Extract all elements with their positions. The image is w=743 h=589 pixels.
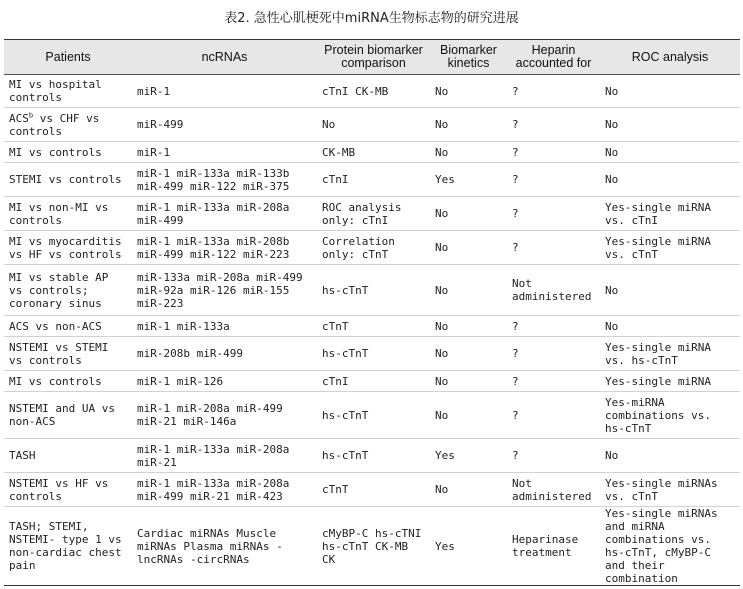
cell-heparin: ?: [507, 439, 600, 473]
table-row: [4, 163, 740, 197]
cell-protein: No: [317, 108, 430, 142]
cell-roc: Yes-single miRNA vs. cTnI: [600, 197, 740, 231]
cell-heparin: ?: [507, 108, 600, 142]
cell-kinetics: No: [430, 75, 507, 108]
cell-roc: No: [600, 108, 740, 142]
cell-kinetics: No: [430, 108, 507, 142]
cell-patients: MI vs non-MI vs controls: [4, 197, 132, 231]
cell-heparin: Not administered: [507, 265, 600, 316]
table-row: [4, 197, 740, 231]
table-row: [4, 142, 740, 163]
cell-heparin: ?: [507, 75, 600, 108]
cell-ncrnas: miR-1 miR-133a miR-208a miR-499: [132, 197, 317, 231]
cell-patients: MI vs controls: [4, 142, 132, 163]
cell-protein: Correlation only: cTnT: [317, 231, 430, 265]
cell-patients: MI vs myocarditis vs HF vs controls: [4, 231, 132, 265]
header-ncrnas: ncRNAs: [132, 40, 317, 75]
cell-protein: cTnT: [317, 316, 430, 337]
cell-patients: MI vs hospital controls: [4, 75, 132, 108]
cell-heparin: ?: [507, 337, 600, 371]
cell-patients: TASH: [4, 439, 132, 473]
cell-ncrnas: miR-1: [132, 142, 317, 163]
cell-ncrnas: miR-1 miR-133a miR-208a miR-499 miR-21 miR-423: [132, 473, 317, 507]
cell-heparin: Heparinase treatment: [507, 507, 600, 586]
cell-protein: hs-cTnT: [317, 439, 430, 473]
cell-patients-text: vs CHF vs controls: [9, 111, 100, 138]
cell-kinetics: No: [430, 337, 507, 371]
cell-ncrnas: miR-1 miR-133a miR-133b miR-499 miR-122 miR-375: [132, 163, 317, 197]
header-biomarker-kinetics: Biomarker kinetics: [430, 40, 507, 75]
cell-heparin: ?: [507, 163, 600, 197]
cell-kinetics: No: [430, 316, 507, 337]
table-row: [4, 439, 740, 473]
cell-kinetics: Yes: [430, 507, 507, 586]
cell-heparin: Not administered: [507, 473, 600, 507]
cell-patients: ACS vs non-ACS: [4, 316, 132, 337]
header-roc-analysis: ROC analysis: [600, 40, 740, 75]
cell-protein: ROC analysis only: cTnI: [317, 197, 430, 231]
cell-kinetics: No: [430, 392, 507, 439]
cell-ncrnas: miR-1 miR-133a: [132, 316, 317, 337]
table-row: [4, 75, 740, 108]
cell-roc: Yes-single miRNA vs. cTnT: [600, 231, 740, 265]
cell-ncrnas: miR-208b miR-499: [132, 337, 317, 371]
cell-patients: NSTEMI and UA vs non-ACS: [4, 392, 132, 439]
cell-heparin: ?: [507, 197, 600, 231]
table-row: [4, 337, 740, 371]
cell-ncrnas: miR-1: [132, 75, 317, 108]
table-row: [4, 392, 740, 439]
cell-kinetics: Yes: [430, 163, 507, 197]
cell-ncrnas: miR-1 miR-126: [132, 371, 317, 392]
table-row: [4, 473, 740, 507]
cell-patients: NSTEMI vs HF vs controls: [4, 473, 132, 507]
cell-patients: NSTEMI vs STEMI vs controls: [4, 337, 132, 371]
cell-roc: No: [600, 142, 740, 163]
table-row: [4, 371, 740, 392]
cell-patients-text: ACS: [9, 111, 29, 125]
cell-heparin: ?: [507, 371, 600, 392]
cell-heparin: ?: [507, 392, 600, 439]
cell-ncrnas: miR-1 miR-133a miR-208a miR-21: [132, 439, 317, 473]
cell-kinetics: No: [430, 231, 507, 265]
cell-roc: No: [600, 316, 740, 337]
cell-protein: cTnT: [317, 473, 430, 507]
cell-protein: CK-MB: [317, 142, 430, 163]
cell-roc: No: [600, 439, 740, 473]
cell-heparin: ?: [507, 231, 600, 265]
cell-protein: hs-cTnT: [317, 265, 430, 316]
cell-heparin: ?: [507, 142, 600, 163]
cell-protein: cTnI: [317, 371, 430, 392]
cell-kinetics: No: [430, 197, 507, 231]
cell-patients: MI vs controls: [4, 371, 132, 392]
cell-ncrnas: miR-1 miR-208a miR-499 miR-21 miR-146a: [132, 392, 317, 439]
cell-protein: hs-cTnT: [317, 392, 430, 439]
table-caption: 表2. 急性心肌梗死中miRNA生物标志物的研究进展: [224, 11, 519, 26]
cell-patients: MI vs stable AP vs controls; coronary sinus: [4, 265, 132, 316]
cell-kinetics: No: [430, 142, 507, 163]
table-row: [4, 265, 740, 316]
cell-kinetics: No: [430, 265, 507, 316]
cell-protein: cTnI CK-MB: [317, 75, 430, 108]
table-row: [4, 108, 740, 142]
cell-protein: cMyBP-C hs-cTNI hs-cTnT CK-MB CK: [317, 507, 430, 586]
cell-patients: TASH; STEMI, NSTEMI- type 1 vs non-cardiac chest pain: [4, 507, 132, 586]
mirna-biomarker-table: [4, 39, 740, 586]
cell-ncrnas: Cardiac miRNAs Muscle miRNAs Plasma miRNAs -lncRNAs -circRNAs: [132, 507, 317, 586]
header-protein-biomarker-comparison: Protein biomarker comparison: [317, 40, 430, 75]
cell-kinetics: No: [430, 473, 507, 507]
cell-roc: No: [600, 163, 740, 197]
cell-patients: STEMI vs controls: [4, 163, 132, 197]
header-heparin-accounted-for: Heparin accounted for: [507, 40, 600, 75]
cell-ncrnas: miR-133a miR-208a miR-499 miR-92a miR-126 miR-155 miR-223: [132, 265, 317, 316]
header-row: [4, 40, 740, 75]
cell-ncrnas: miR-499: [132, 108, 317, 142]
cell-roc: No: [600, 265, 740, 316]
footnote-marker: b: [28, 110, 34, 119]
cell-roc: Yes-single miRNAs and miRNA combinations vs. hs-cTnT, cMyBP-C and their combination: [600, 507, 740, 586]
cell-protein: hs-cTnT: [317, 337, 430, 371]
cell-kinetics: No: [430, 371, 507, 392]
table-row: [4, 507, 740, 586]
cell-roc: Yes-miRNA combinations vs. hs-cTnT: [600, 392, 740, 439]
cell-roc: Yes-single miRNA vs. hs-cTnT: [600, 337, 740, 371]
table-row: [4, 231, 740, 265]
header-patients: Patients: [4, 40, 132, 75]
cell-protein: cTnI: [317, 163, 430, 197]
cell-roc: No: [600, 75, 740, 108]
cell-roc: Yes-single miRNA: [600, 371, 740, 392]
cell-patients: [4, 108, 132, 142]
cell-ncrnas: miR-1 miR-133a miR-208b miR-499 miR-122 miR-223: [132, 231, 317, 265]
table-row: [4, 316, 740, 337]
cell-heparin: ?: [507, 316, 600, 337]
cell-roc: Yes-single miRNAs vs. cTnT: [600, 473, 740, 507]
cell-kinetics: Yes: [430, 439, 507, 473]
